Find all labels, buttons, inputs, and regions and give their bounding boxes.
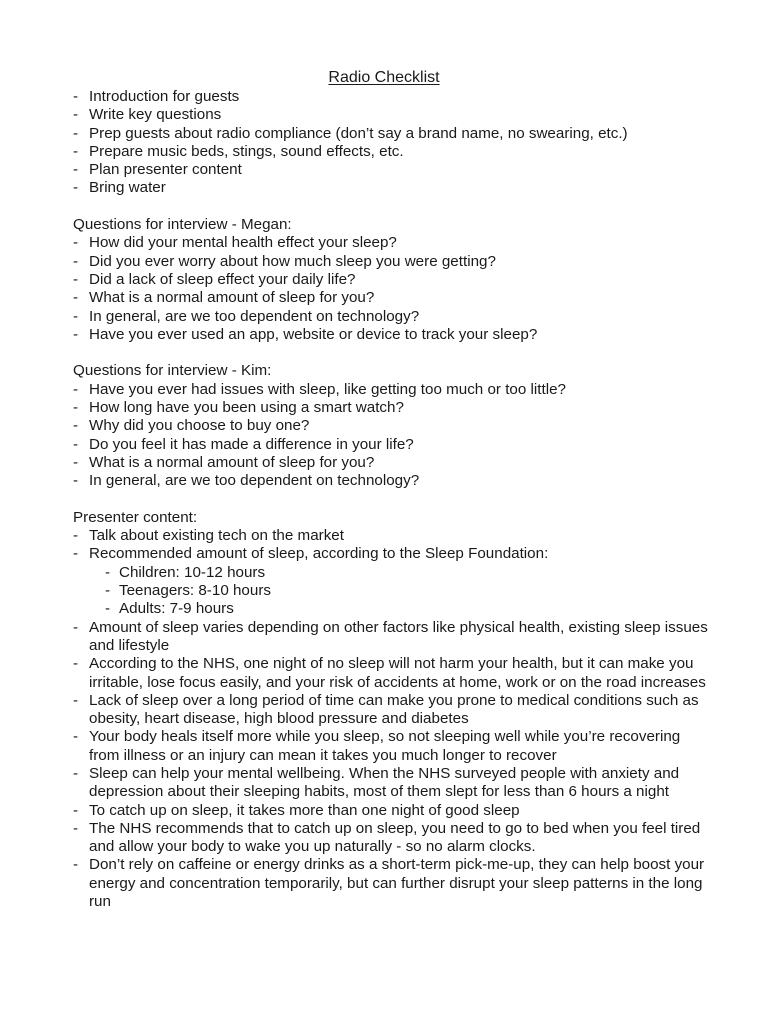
megan-questions [73,234,713,344]
sub-list-item: - Children: 10-12 hours [89,564,713,582]
list-item: - Have you ever had issues with sleep, like getting too much or too little? [73,381,713,399]
spacer [73,198,713,216]
list-item: - Have you ever used an app, website or device to track your sleep? [73,326,713,344]
list-item: - Lack of sleep over a long period of time can make you prone to medical conditions such as obesity, heart disease, high blood pressure and diabetes [73,692,713,729]
list-item: - To catch up on sleep, it takes more than one night of good sleep [73,802,713,820]
list-item: - Write key questions [73,106,713,124]
list-item: - Bring water [73,179,713,197]
list-item: - In general, are we too dependent on technology? [73,472,713,490]
list-item: - Do you feel it has made a difference in your life? [73,436,713,454]
presenter-list [73,527,713,911]
list-item: - How long have you been using a smart watch? [73,399,713,417]
sub-list-item: - Teenagers: 8-10 hours [89,582,713,600]
list-item: - How did your mental health effect your sleep? [73,234,713,252]
section-heading: Presenter content: [73,508,198,526]
kim-questions [73,381,713,491]
kim-section [73,362,713,490]
list-item: - Sleep can help your mental wellbeing. When the NHS surveyed people with anxiety and depression about their sleeping habits, most of them slept for less than 6 hours a night [73,765,713,802]
list-item: - What is a normal amount of sleep for you? [73,454,713,472]
list-item: - In general, are we too dependent on technology? [73,308,713,326]
list-item-text: Recommended amount of sleep, according to the Sleep Foundation: [89,545,549,563]
list-item: - Prepare music beds, stings, sound effects, etc. [73,143,713,161]
list-item: - Amount of sleep varies depending on other factors like physical health, existing sleep issues and lifestyle [73,619,713,656]
list-item: - Don’t rely on caffeine or energy drinks as a short-term pick-me-up, they can help boost your energy and concentration temporarily, but can further disrupt your sleep patterns in the long run [73,856,713,911]
presenter-section [73,509,713,912]
document-body [73,88,713,911]
list-item: - Plan presenter content [73,161,713,179]
list-item: - The NHS recommends that to catch up on sleep, you need to go to bed when you feel tired and allow your body to wake you up naturally - so no alarm clocks. [73,820,713,857]
page-title: Radio Checklist [328,69,440,86]
list-item: - Did a lack of sleep effect your daily life? [73,271,713,289]
list-item: - Did you ever worry about how much sleep you were getting? [73,253,713,271]
list-item [73,545,713,618]
megan-section [73,216,713,344]
list-item: - Talk about existing tech on the market [73,527,713,545]
spacer [73,491,713,509]
list-item: - What is a normal amount of sleep for you? [73,289,713,307]
spacer [73,344,713,362]
section-heading: Questions for interview - Kim: [73,362,272,380]
list-item: - Introduction for guests [73,88,713,106]
list-item: - According to the NHS, one night of no sleep will not harm your health, but it can make you irritable, lose focus easily, and your risk of accidents at home, work or on the road increases [73,655,713,692]
sleep-recommendation-list [89,564,713,619]
list-item: - Your body heals itself more while you sleep, so not sleeping well while you’re recovering from illness or an injury can mean it takes you much longer to recover [73,728,713,765]
checklist-section [73,88,713,198]
section-heading: Questions for interview - Megan: [73,216,292,234]
sub-list-item: - Adults: 7-9 hours [89,600,713,618]
checklist-list [73,88,713,198]
list-item: - Why did you choose to buy one? [73,417,713,435]
list-item: - Prep guests about radio compliance (don’t say a brand name, no swearing, etc.) [73,125,713,143]
